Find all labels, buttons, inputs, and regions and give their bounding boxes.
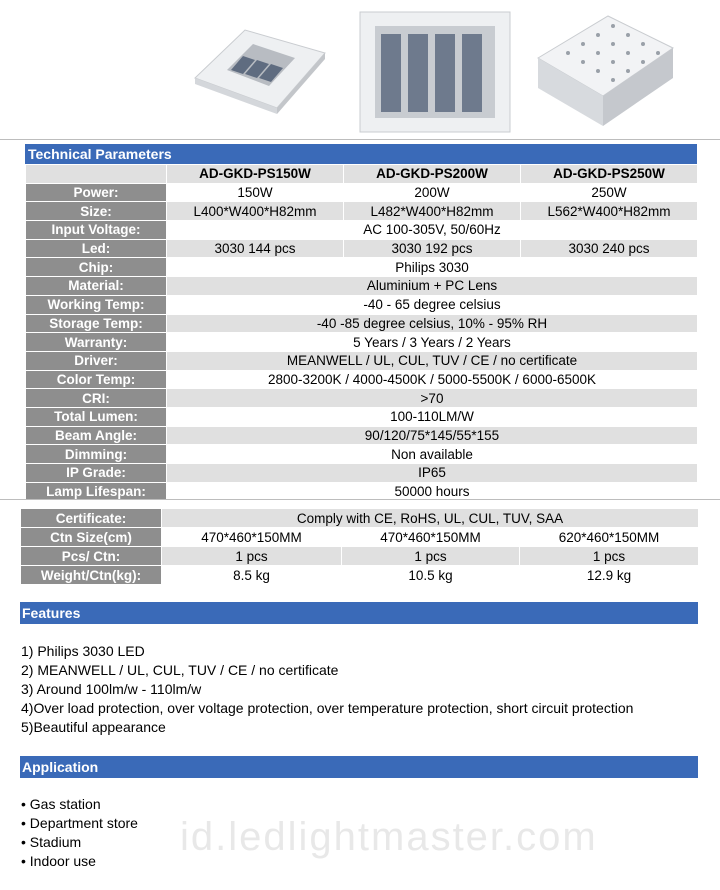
application-item: • Gas station xyxy=(21,796,101,812)
spec-value: 5 Years / 3 Years / 2 Years xyxy=(167,333,698,352)
section-title: Technical Parameters xyxy=(25,144,697,164)
feature-item: 3) Around 100lm/w - 110lm/w xyxy=(21,681,202,697)
spec-value: 3030 144 pcs xyxy=(167,239,344,258)
header-blank-cell xyxy=(26,165,167,184)
spec-label: Size: xyxy=(26,202,167,221)
spec-row xyxy=(26,202,698,221)
product-image-250w xyxy=(528,8,678,136)
model-name-cell: AD-GKD-PS150W xyxy=(167,165,344,184)
product-image-200w xyxy=(355,8,515,136)
application-list xyxy=(21,795,138,871)
packing-value: 1 pcs xyxy=(162,547,342,566)
application-item: • Indoor use xyxy=(21,853,96,869)
spec-label: Lamp Lifespan: xyxy=(26,482,167,501)
model-header-row xyxy=(26,165,698,184)
spec-value: 2800-3200K / 4000-4500K / 5000-5500K / 6000-6500K xyxy=(167,370,698,389)
model-name-cell: AD-GKD-PS200W xyxy=(344,165,521,184)
divider xyxy=(0,139,720,140)
feature-item: 1) Philips 3030 LED xyxy=(21,643,145,659)
spec-value: 100-110LM/W xyxy=(167,407,698,426)
spec-table xyxy=(25,164,698,501)
technical-parameters-section xyxy=(25,144,697,501)
feature-item: 2) MEANWELL / UL, CUL, TUV / CE / no certificate xyxy=(21,662,339,678)
spec-row xyxy=(26,464,698,483)
packing-value: 10.5 kg xyxy=(342,566,520,585)
spec-row xyxy=(26,221,698,240)
spec-label: Storage Temp: xyxy=(26,314,167,333)
spec-value: 90/120/75*145/55*155 xyxy=(167,426,698,445)
spec-value: L400*W400*H82mm xyxy=(167,202,344,221)
application-item: • Department store xyxy=(21,815,138,831)
product-image-150w xyxy=(185,8,335,136)
divider xyxy=(0,499,720,500)
packing-row xyxy=(21,528,699,547)
packing-label: Certificate: xyxy=(21,509,162,528)
spec-value: 50000 hours xyxy=(167,482,698,501)
features-list xyxy=(21,642,633,737)
packing-table xyxy=(20,508,699,585)
spec-label: Color Temp: xyxy=(26,370,167,389)
packing-label: Weight/Ctn(kg): xyxy=(21,566,162,585)
spec-value: 3030 240 pcs xyxy=(521,239,698,258)
spec-label: Power: xyxy=(26,183,167,202)
spec-value: 3030 192 pcs xyxy=(344,239,521,258)
spec-value: AC 100-305V, 50/60Hz xyxy=(167,221,698,240)
packing-label: Ctn Size(cm) xyxy=(21,528,162,547)
spec-value: IP65 xyxy=(167,464,698,483)
spec-row xyxy=(26,407,698,426)
model-name-cell: AD-GKD-PS250W xyxy=(521,165,698,184)
spec-value: L482*W400*H82mm xyxy=(344,202,521,221)
spec-row xyxy=(26,389,698,408)
spec-row xyxy=(26,239,698,258)
spec-value: Non available xyxy=(167,445,698,464)
feature-item: 5)Beautiful appearance xyxy=(21,719,166,735)
spec-row xyxy=(26,333,698,352)
feature-item: 4)Over load protection, over voltage protection, over temperature protection, short circuit protection xyxy=(21,700,634,716)
spec-row xyxy=(26,277,698,296)
spec-label: CRI: xyxy=(26,389,167,408)
spec-row xyxy=(26,445,698,464)
spec-value: Aluminium + PC Lens xyxy=(167,277,698,296)
spec-value: MEANWELL / UL, CUL, TUV / CE / no certificate xyxy=(167,351,698,370)
spec-value: 200W xyxy=(344,183,521,202)
spec-label: Driver: xyxy=(26,351,167,370)
packing-label: Pcs/ Ctn: xyxy=(21,547,162,566)
packing-value: 12.9 kg xyxy=(520,566,699,585)
spec-row xyxy=(26,295,698,314)
packing-row xyxy=(21,566,699,585)
spec-row xyxy=(26,370,698,389)
packing-value: 620*460*150MM xyxy=(520,528,699,547)
spec-label: Led: xyxy=(26,239,167,258)
application-item: • Stadium xyxy=(21,834,82,850)
spec-value: 150W xyxy=(167,183,344,202)
packing-section xyxy=(20,508,698,585)
spec-label: Working Temp: xyxy=(26,295,167,314)
spec-value: 250W xyxy=(521,183,698,202)
spec-value: -40 -85 degree celsius, 10% - 95% RH xyxy=(167,314,698,333)
spec-label: Warranty: xyxy=(26,333,167,352)
spec-label: Dimming: xyxy=(26,445,167,464)
spec-label: Total Lumen: xyxy=(26,407,167,426)
spec-label: Chip: xyxy=(26,258,167,277)
application-title: Application xyxy=(20,756,698,778)
spec-row xyxy=(26,258,698,277)
spec-row xyxy=(26,314,698,333)
features-title: Features xyxy=(20,602,698,624)
spec-label: Input Voltage: xyxy=(26,221,167,240)
product-images xyxy=(0,8,720,136)
spec-label: Beam Angle: xyxy=(26,426,167,445)
packing-value: 1 pcs xyxy=(342,547,520,566)
spec-value: >70 xyxy=(167,389,698,408)
packing-value: 1 pcs xyxy=(520,547,699,566)
spec-value: -40 - 65 degree celsius xyxy=(167,295,698,314)
packing-value: 470*460*150MM xyxy=(162,528,342,547)
spec-value: Philips 3030 xyxy=(167,258,698,277)
packing-row xyxy=(21,547,699,566)
packing-value: Comply with CE, RoHS, UL, CUL, TUV, SAA xyxy=(162,509,699,528)
spec-row xyxy=(26,426,698,445)
packing-value: 8.5 kg xyxy=(162,566,342,585)
spec-row xyxy=(26,351,698,370)
spec-row xyxy=(26,183,698,202)
spec-value: L562*W400*H82mm xyxy=(521,202,698,221)
spec-label: Material: xyxy=(26,277,167,296)
packing-row xyxy=(21,509,699,528)
spec-label: IP Grade: xyxy=(26,464,167,483)
watermark: id.ledlightmaster.com xyxy=(180,815,598,859)
packing-value: 470*460*150MM xyxy=(342,528,520,547)
